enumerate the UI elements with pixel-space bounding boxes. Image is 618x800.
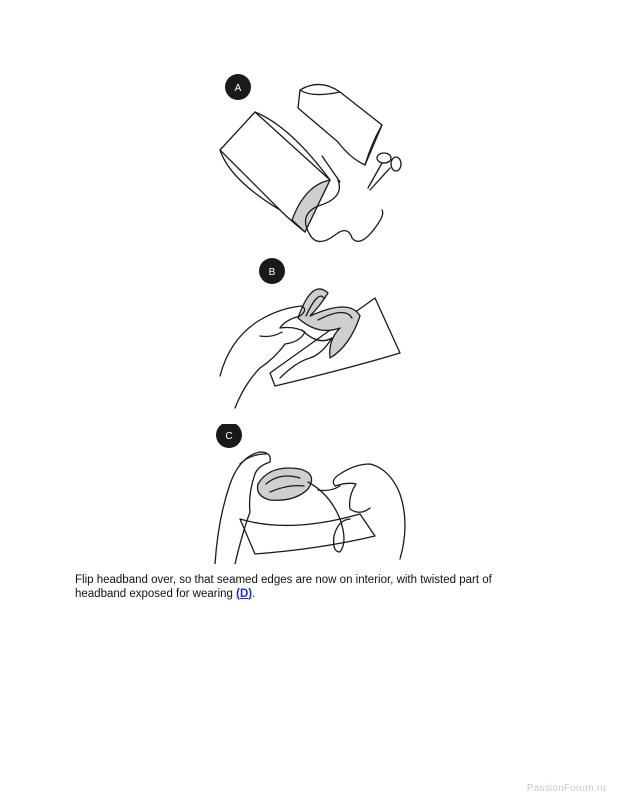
illustration-step-c xyxy=(200,424,430,564)
step-badge-b-label: B xyxy=(268,267,276,278)
step-badge-c-label: C xyxy=(225,431,233,442)
watermark: PassionForum.ru xyxy=(526,783,606,794)
caption-text: Flip headband over, so that seamed edges are now on interior, with twisted part of headband exposed for wearing xyxy=(75,574,492,600)
illustration-step-b xyxy=(200,258,430,413)
figure-d-link[interactable] xyxy=(236,588,252,600)
instruction-caption xyxy=(75,573,545,601)
illustration-step-a xyxy=(200,70,430,255)
caption-end: . xyxy=(252,588,256,600)
step-badge-a-label: A xyxy=(234,83,242,94)
link-paren-close: ) xyxy=(248,588,253,600)
link-label: D xyxy=(239,588,249,600)
link-paren-open: ( xyxy=(236,588,240,600)
